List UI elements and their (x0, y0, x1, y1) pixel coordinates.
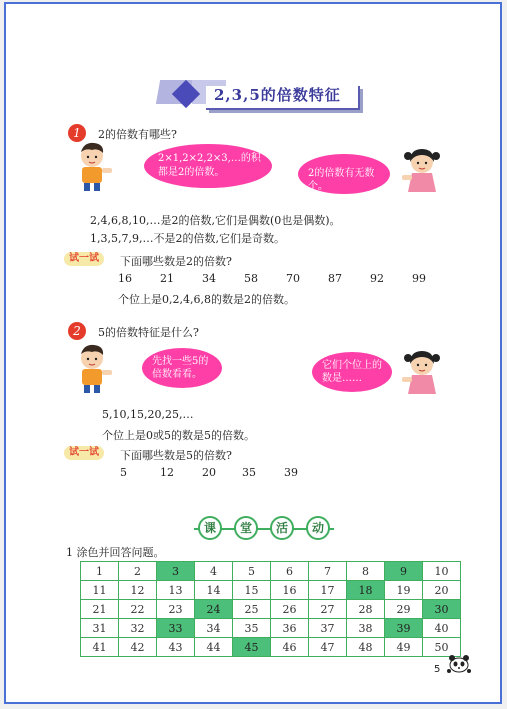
page-number: 5 (434, 664, 441, 675)
question-1-text: 2的倍数有哪些? (98, 128, 177, 141)
grid-cell[interactable]: 12 (119, 581, 157, 600)
rule-5-conclusion: 个位上是0或5的数是5的倍数。 (102, 429, 255, 442)
even-numbers-line: 2,4,6,8,10,…是2的倍数,它们是偶数(0也是偶数)。 (90, 214, 341, 227)
grid-cell[interactable]: 4 (195, 562, 233, 581)
grid-cell[interactable]: 30 (423, 600, 461, 619)
number-item: 12 (160, 466, 174, 479)
grid-cell[interactable]: 43 (157, 638, 195, 657)
boy-illustration-icon (72, 342, 114, 394)
panda-icon (446, 652, 472, 674)
grid-cell[interactable]: 26 (271, 600, 309, 619)
grid-cell[interactable]: 46 (271, 638, 309, 657)
activity-task: 1 涂色并回答问题。 (66, 546, 165, 559)
grid-cell[interactable]: 41 (81, 638, 119, 657)
grid-cell[interactable]: 33 (157, 619, 195, 638)
boy-illustration-icon (72, 140, 114, 192)
grid-row (81, 638, 461, 657)
grid-row (81, 619, 461, 638)
grid-cell[interactable]: 47 (309, 638, 347, 657)
grid-cell[interactable]: 37 (309, 619, 347, 638)
number-item: 5 (120, 466, 127, 479)
grid-cell[interactable]: 9 (385, 562, 423, 581)
activity-char: 活 (270, 516, 294, 540)
bubble-line: 倍数看看。 (152, 369, 202, 380)
grid-cell[interactable]: 29 (385, 600, 423, 619)
number-item: 21 (160, 272, 174, 285)
number-item: 92 (370, 272, 384, 285)
grid-cell[interactable]: 11 (81, 581, 119, 600)
girl-illustration-icon (400, 348, 442, 400)
bubble-line: 先找一些5的 (152, 356, 209, 367)
number-item: 20 (202, 466, 216, 479)
bubble-line: 数是…… (322, 373, 362, 384)
grid-cell[interactable]: 10 (423, 562, 461, 581)
grid-cell[interactable]: 8 (347, 562, 385, 581)
grid-cell[interactable]: 28 (347, 600, 385, 619)
grid-cell[interactable]: 14 (195, 581, 233, 600)
page-title: 2,3,5的倍数特征 (214, 86, 341, 104)
grid-cell[interactable]: 7 (309, 562, 347, 581)
grid-cell[interactable]: 2 (119, 562, 157, 581)
question-2-text: 5的倍数特征是什么? (98, 326, 199, 339)
grid-cell[interactable]: 13 (157, 581, 195, 600)
grid-row (81, 581, 461, 600)
number-item: 87 (328, 272, 342, 285)
grid-cell[interactable]: 24 (195, 600, 233, 619)
grid-cell[interactable]: 21 (81, 600, 119, 619)
number-item: 70 (286, 272, 300, 285)
grid-cell[interactable]: 1 (81, 562, 119, 581)
grid-cell[interactable]: 36 (271, 619, 309, 638)
bubble-line: 都是2的倍数。 (158, 167, 225, 178)
grid-cell[interactable]: 20 (423, 581, 461, 600)
activity-char: 课 (198, 516, 222, 540)
grid-cell[interactable]: 5 (233, 562, 271, 581)
grid-cell[interactable]: 39 (385, 619, 423, 638)
title-banner (154, 76, 364, 114)
number-item: 35 (242, 466, 256, 479)
grid-cell[interactable]: 35 (233, 619, 271, 638)
number-grid (80, 561, 461, 657)
grid-cell[interactable]: 42 (119, 638, 157, 657)
multiples-of-5-line: 5,10,15,20,25,… (102, 408, 194, 421)
question-number-badge: 1 (68, 124, 86, 142)
grid-cell[interactable]: 40 (423, 619, 461, 638)
try-it-badge: 试一试 (64, 446, 104, 460)
grid-cell[interactable]: 18 (347, 581, 385, 600)
grid-cell[interactable]: 38 (347, 619, 385, 638)
grid-cell[interactable]: 34 (195, 619, 233, 638)
grid-cell[interactable]: 15 (233, 581, 271, 600)
girl-illustration-icon (400, 146, 442, 198)
grid-cell[interactable]: 23 (157, 600, 195, 619)
grid-cell[interactable]: 44 (195, 638, 233, 657)
grid-cell[interactable]: 25 (233, 600, 271, 619)
grid-cell[interactable]: 50 (423, 638, 461, 657)
grid-cell[interactable]: 17 (309, 581, 347, 600)
classroom-activity-banner (194, 514, 334, 542)
grid-row (81, 600, 461, 619)
grid-cell[interactable]: 16 (271, 581, 309, 600)
speech-bubble-right (298, 154, 390, 194)
textbook-page (4, 2, 502, 704)
activity-char: 堂 (234, 516, 258, 540)
grid-cell[interactable]: 27 (309, 600, 347, 619)
number-item: 39 (284, 466, 298, 479)
question-number-badge: 2 (68, 322, 86, 340)
grid-cell[interactable]: 45 (233, 638, 271, 657)
grid-cell[interactable]: 22 (119, 600, 157, 619)
grid-row (81, 562, 461, 581)
number-item: 16 (118, 272, 132, 285)
try-question-2: 下面哪些数是5的倍数? (120, 449, 232, 462)
try-question-1: 下面哪些数是2的倍数? (120, 255, 232, 268)
bubble-line: 2×1,2×2,2×3,…的积 (158, 153, 261, 164)
bubble-line: 2的倍数有无数个。 (308, 168, 375, 192)
activity-char: 动 (306, 516, 330, 540)
number-item: 99 (412, 272, 426, 285)
grid-cell[interactable]: 19 (385, 581, 423, 600)
number-item: 58 (244, 272, 258, 285)
grid-cell[interactable]: 3 (157, 562, 195, 581)
odd-numbers-line: 1,3,5,7,9,…不是2的倍数,它们是奇数。 (90, 232, 285, 245)
speech-bubble-right (312, 352, 392, 392)
grid-cell[interactable]: 6 (271, 562, 309, 581)
grid-cell[interactable]: 32 (119, 619, 157, 638)
grid-cell[interactable]: 48 (347, 638, 385, 657)
number-item: 34 (202, 272, 216, 285)
grid-cell[interactable]: 31 (81, 619, 119, 638)
speech-bubble-left (142, 348, 222, 388)
rule-2-conclusion: 个位上是0,2,4,6,8的数是2的倍数。 (118, 293, 295, 306)
grid-cell[interactable]: 49 (385, 638, 423, 657)
speech-bubble-left (144, 144, 272, 188)
try-it-badge: 试一试 (64, 252, 104, 266)
bubble-line: 它们个位上的 (322, 360, 382, 371)
